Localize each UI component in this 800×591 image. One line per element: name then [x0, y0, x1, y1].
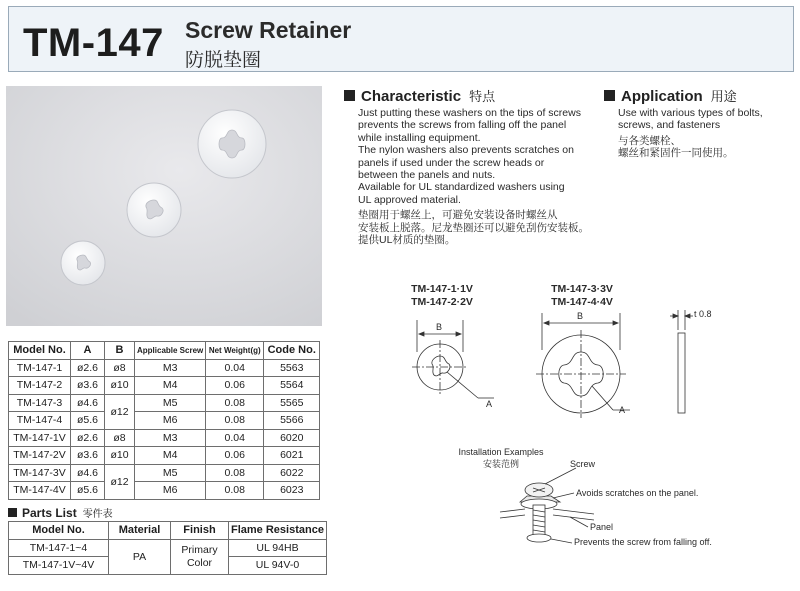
table-row: TM-147-3V ø4.6 ø12 M5 0.08 6022	[9, 464, 320, 482]
thickness-label: t 0.8	[694, 309, 712, 319]
application-text: Use with various types of bolts, screws, and fasteners 与各类螺栓、 螺丝和紧固件一同使用。	[618, 107, 763, 160]
installation-title: Installation Examples 安装范例	[458, 447, 544, 469]
large-washer-drawing	[536, 313, 630, 418]
dimension-b-large: B	[577, 311, 584, 321]
installation-example-drawing	[500, 468, 594, 543]
product-title: Screw Retainer	[185, 17, 352, 43]
table-row: TM-147-4V ø5.6 M6 0.08 6023	[9, 482, 320, 500]
label-prevents-falling: Prevents the screw from falling off.	[574, 537, 712, 547]
table-row: TM-147-4 ø5.6 M6 0.08 5566	[9, 412, 320, 430]
product-title-cn: 防脱垫圈	[185, 50, 262, 71]
table-row: TM-147-3 ø4.6 ø12 M5 0.08 5565	[9, 394, 320, 412]
table-row: TM-147-2 ø3.6 ø10 M4 0.06 5564	[9, 377, 320, 395]
characteristic-heading: Characteristic 特点	[344, 86, 495, 105]
spec-table-header: Model No. A B Applicable Screw Net Weight(g) Code No.	[9, 342, 320, 360]
table-row: TM-147-1 ø2.6 ø8 M3 0.04 5563	[9, 359, 320, 377]
dimension-b-small: B	[436, 322, 443, 332]
application-heading: Application 用途	[604, 86, 737, 105]
label-avoids-scratches: Avoids scratches on the panel.	[576, 488, 699, 498]
table-row: TM-147-1V~4V UL 94V-0	[9, 557, 327, 575]
parts-list-heading: Parts List 零件表	[8, 505, 113, 520]
washer-side-profile	[670, 310, 693, 413]
dimension-a-large: A	[619, 405, 626, 415]
characteristic-text: Just putting these washers on the tips of screws prevents the screws from falling off the panel while installing equipment. The nylon washers also prevents scratches on panels if used under the screw heads or between the panels and nuts. Available for UL standardized washers using UL approved material. 垫圈用于螺丝上，可避免安装设备时螺丝从 安装板上脱落。尼龙垫圈还可以避免刮伤安装板。 提供UL材质的垫圈。	[358, 107, 589, 247]
large-washer-models: TM-147-3·3V TM-147-4·4V	[551, 283, 613, 308]
table-row: TM-147-2V ø3.6 ø10 M4 0.06 6021	[9, 447, 320, 465]
small-washer-models: TM-147-1·1V TM-147-2·2V	[411, 283, 473, 308]
label-screw: Screw	[570, 459, 596, 469]
parts-table-header: Model No. Material Finish Flame Resistance	[9, 522, 327, 540]
small-washer-drawing	[412, 320, 494, 398]
dimension-a-small: A	[486, 399, 493, 409]
table-row: TM-147-1~4 PA Primary Color UL 94HB	[9, 539, 327, 557]
label-panel: Panel	[590, 522, 614, 532]
table-row: TM-147-1V ø2.6 ø8 M3 0.04 6020	[9, 429, 320, 447]
model-number: TM-147	[23, 21, 164, 65]
